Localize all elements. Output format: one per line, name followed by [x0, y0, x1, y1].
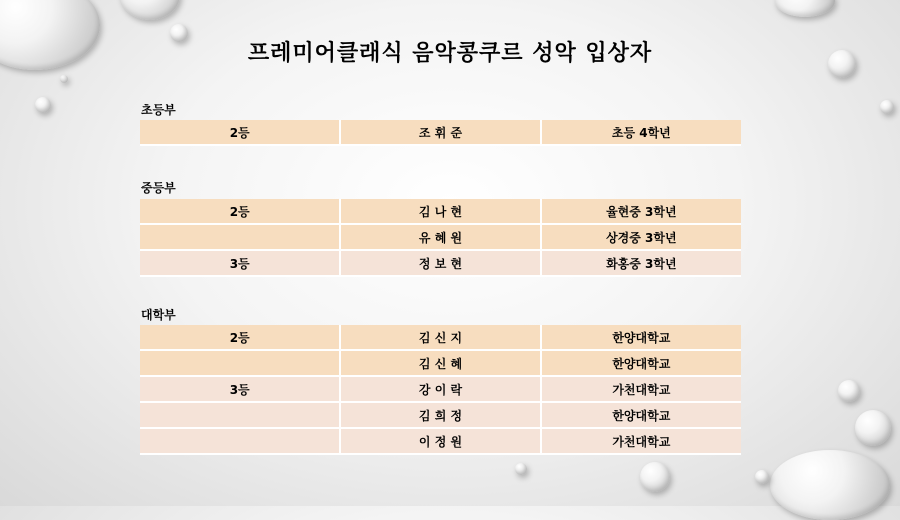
school-cell: 초등 4학년 [541, 120, 741, 145]
water-drop [855, 410, 891, 446]
school-cell: 가천대학교 [541, 376, 741, 402]
school-cell: 한양대학교 [541, 402, 741, 428]
table-row [140, 224, 741, 250]
name-cell: 정 보 현 [340, 250, 540, 276]
school-cell: 한양대학교 [541, 350, 741, 376]
awards-table-university [140, 325, 741, 455]
rank-cell [140, 428, 340, 454]
table-row [140, 199, 741, 224]
school-cell: 상경중 3학년 [541, 224, 741, 250]
section-label-university: 대학부 [141, 308, 176, 322]
water-drop [640, 462, 670, 492]
rank-cell: 2등 [140, 120, 340, 145]
water-drop [515, 463, 527, 475]
table-row [140, 376, 741, 402]
awards-table-elementary [140, 120, 741, 146]
name-cell: 이 정 원 [340, 428, 540, 454]
rank-cell: 3등 [140, 250, 340, 276]
table-row [140, 250, 741, 276]
water-drop [838, 380, 860, 402]
name-cell: 조 휘 준 [340, 120, 540, 145]
school-cell: 가천대학교 [541, 428, 741, 454]
school-cell: 율현중 3학년 [541, 199, 741, 224]
name-cell: 김 신 지 [340, 325, 540, 350]
table-row [140, 428, 741, 454]
name-cell: 김 신 혜 [340, 350, 540, 376]
rank-cell: 3등 [140, 376, 340, 402]
water-drop [775, 0, 835, 17]
water-drop [120, 0, 180, 20]
table-row [140, 120, 741, 145]
water-drop [755, 470, 769, 484]
rank-cell: 2등 [140, 199, 340, 224]
name-cell: 김 희 정 [340, 402, 540, 428]
water-drop [880, 100, 894, 114]
name-cell: 강 이 락 [340, 376, 540, 402]
table-row [140, 350, 741, 376]
water-drop [60, 75, 68, 83]
rank-cell [140, 224, 340, 250]
rank-cell [140, 350, 340, 376]
school-cell: 한양대학교 [541, 325, 741, 350]
awards-table-middle [140, 199, 741, 277]
water-drop [770, 450, 890, 520]
rank-cell [140, 402, 340, 428]
section-label-middle: 중등부 [141, 181, 176, 195]
name-cell: 유 혜 원 [340, 224, 540, 250]
section-label-elementary: 초등부 [141, 103, 176, 117]
page-title: 프레미어클래식 음악콩쿠르 성악 입상자 [247, 41, 653, 66]
name-cell: 김 나 현 [340, 199, 540, 224]
table-row [140, 325, 741, 350]
water-drop [35, 97, 51, 113]
rank-cell: 2등 [140, 325, 340, 350]
table-row [140, 402, 741, 428]
school-cell: 화홍중 3학년 [541, 250, 741, 276]
